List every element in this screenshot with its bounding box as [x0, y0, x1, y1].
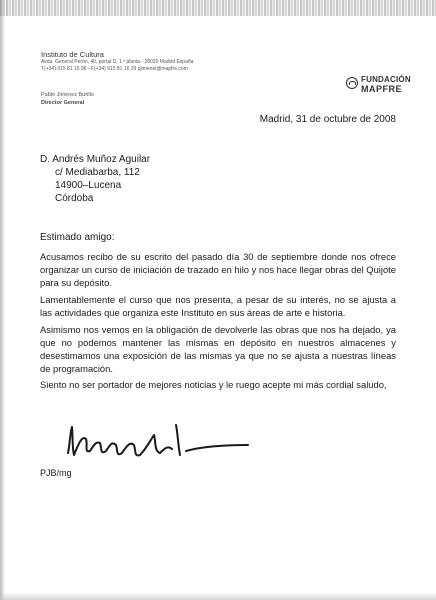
letterhead: [41, 50, 193, 73]
scan-top-band: [0, 0, 436, 16]
scan-bottom-edge: [0, 592, 436, 600]
logo-text-line2: MAPFRE: [361, 84, 402, 94]
sender-name: Pablo Jiménez Burillo: [41, 92, 94, 98]
institution-name: Instituto de Cultura: [41, 50, 104, 59]
recipient-name: D. Andrés Muñoz Aguilar: [40, 154, 151, 165]
recipient-postal-city: 14900–Lucena: [55, 180, 122, 191]
body-paragraph: Lamentablemente el curso que nos presenta, a pesar de su interés, no se ajusta a las actividades que organiza este Instituto en sus áreas de arte e historia.: [40, 294, 396, 318]
reference-initials: PJB/mg: [40, 468, 72, 478]
handwritten-signature: [60, 415, 260, 470]
body-paragraph: Asimismo nos vemos en la obligación de devolverle las obras que nos ha dejado, ya que no podemos mantener las mismas en depósito en nuestros almacenes y desestimamos una exposición de las mismas ya que no se ajusta a nuestras líneas de programación.: [40, 324, 396, 374]
mapfre-emblem-icon: [346, 77, 358, 89]
body-paragraph: Siento no ser portador de mejores noticias y le ruego acepte mi más cordial saludo,: [40, 379, 387, 390]
recipient-address: [40, 153, 150, 205]
salutation: Estimado amigo:: [40, 232, 115, 243]
sender-title: Director General: [41, 100, 85, 106]
scan-left-edge: [0, 0, 5, 600]
recipient-province: Córdoba: [55, 193, 94, 204]
institution-address: Avda. General Perón, 40, portal D, 1.ª planta - 28020 Madrid España: [41, 59, 194, 65]
logo-text-line1: FUNDACIÓN: [361, 75, 411, 84]
body-paragraph: Acusamos recibo de su escrito del pasado día 30 de septiembre donde nos ofrece organizar un curso de iniciación de trazado en hilo y nos hace llegar obras del Quijote para su depósito.: [40, 251, 396, 288]
recipient-street: c/ Mediabarba, 112: [55, 167, 140, 178]
sender-block: [41, 91, 94, 107]
fundacion-mapfre-logo: [346, 73, 426, 95]
letter-date: Madrid, 31 de octubre de 2008: [259, 114, 396, 125]
institution-contact: T(+34) 915 81 15 96 - F(+34) 915 81 16 29 pjimenel@mapfre.com: [41, 66, 188, 72]
